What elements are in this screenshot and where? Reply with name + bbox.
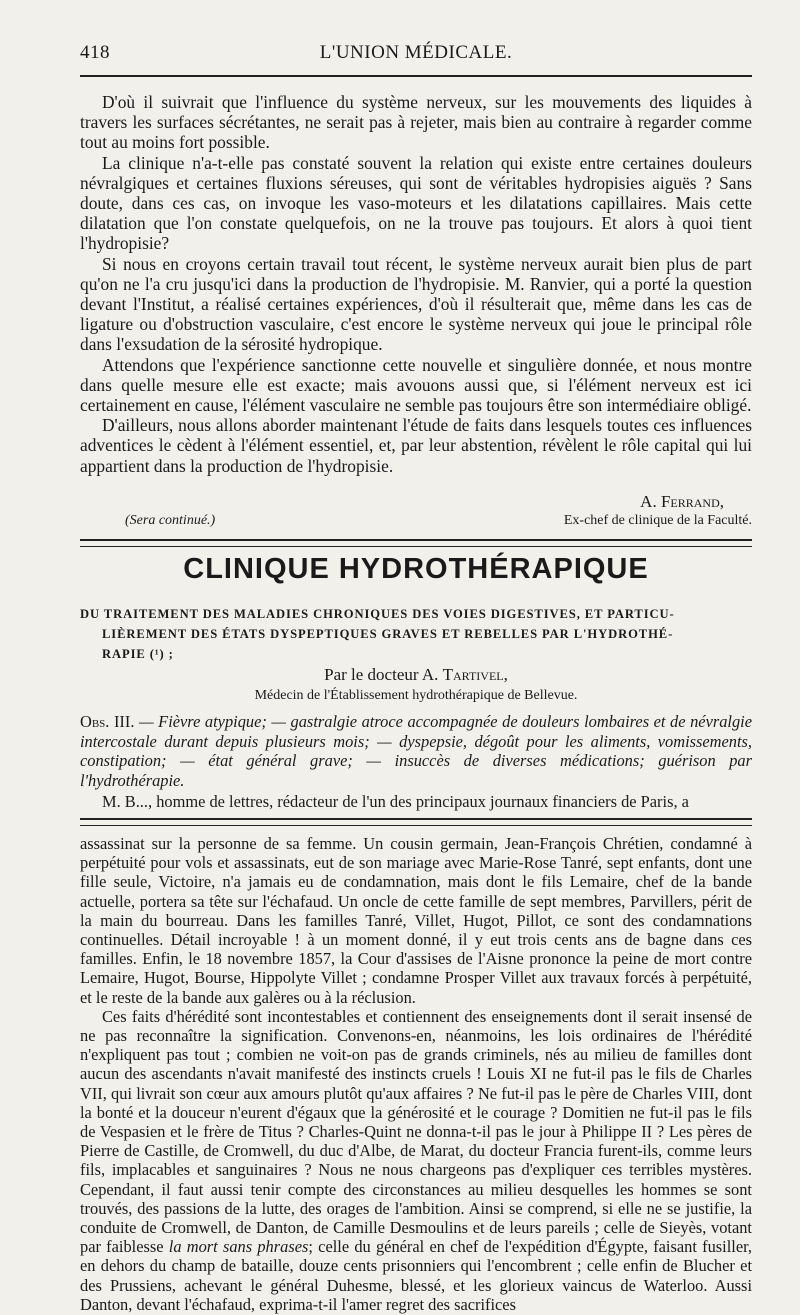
author-title: Ex-chef de clinique de la Faculté. bbox=[563, 513, 752, 528]
text-run: Ces faits d'hérédité sont incontestables et contiennent des enseignements dont il serait insensé de ne pas reconnaître la signification. Convenons-en, néanmoins, les lois ordinaires de l'hérédité n'expliquent pas tout ; combien ne voit-on pas de grands criminels, nés au milieu de familles dont aucun des ascendants n'avait manifesté des instincts cruels ! Louis XI ne fut-il pas le fils de Charles VII, qui livrait son cœur aux amours plutôt qu'aux affaires ? Ne fut-il pas le père de Charles VIII, dont la bonté et la douceur n'eurent d'égaux que la générosité et le courage ? Domitien ne fut-il pas le fils de Vespasien et le frère de Titus ? Charles-Quint ne donna-t-il pas le jour à Philippe II ? Les pères de Pierre de Castille, de Cromwell, du duc d'Albe, de Marat, du docteur Francia furent-ils, comme leurs fils, implacables et sanguinaires ? Nous ne nous chargeons pas d'expliquer ces terribles mystères. Cependant, il faut aussi tenir compte des circonstances au milieu desquelles les hommes se sont trouvés, des passions de la lutte, des orages de l'ambition. Ainsi se comprend, si elle ne se justifie, la conduite de Cromwell, de Danton, de Camille Desmoulins et de leurs pareils ; celle de Sieyès, votant par faiblesse bbox=[80, 1006, 752, 1257]
article-subject bbox=[80, 604, 752, 664]
paragraph: D'ailleurs, nous allons aborder maintenant l'étude de faits dans lesquels toutes ces influences adventices le cèdent à l'élément essentiel, et, par leur abstention, révèlent le rôle capital qui lui appartient dans la production de l'hydropisie. bbox=[80, 415, 752, 476]
author-signature bbox=[80, 492, 752, 512]
journal-title: L'UNION MÉDICALE. bbox=[319, 42, 513, 63]
observation-label: Obs. III. bbox=[80, 712, 135, 731]
paragraph: La clinique n'a-t-elle pas constaté souvent la relation qui existe entre certaines douleurs névralgiques et certaines fluxions séreuses, qui sont de véritables hydropisies aiguës ? Sans doute, dans ces cas, on invoque les vaso-moteurs et les dilatations capillaires. Mais cette dilatation que l'on constate quelquefois, on ne la trouve pas toujours. Et alors à quoi tient l'hydropisie? bbox=[80, 152, 752, 254]
page-header bbox=[80, 42, 752, 72]
feuilleton-body bbox=[80, 834, 752, 1314]
subject-line: LIÈREMENT DES ÉTATS DYSPEPTIQUES GRAVES ET REBELLES PAR L'HYDROTHÉ- bbox=[102, 627, 674, 641]
page-number: 418 bbox=[80, 42, 110, 63]
quote-italic: la mort sans phrases bbox=[168, 1237, 309, 1257]
subject-line: RAPIE (¹) ; bbox=[102, 647, 174, 661]
author-prefix: Par le docteur A. bbox=[324, 665, 443, 684]
paragraph bbox=[80, 1007, 752, 1314]
subject-line: DU TRAITEMENT DES MALADIES CHRONIQUES DES VOIES DIGESTIVES, ET PARTICU- bbox=[80, 607, 675, 621]
paragraph: assassinat sur la personne de sa femme. Un cousin germain, Jean-François Chrétien, condamné à perpétuité pour vols et assassinats, eut de son mariage avec Marie-Rose Tanré, sept enfants, dont une fille seule, Victoire, n'a jamais eu de condamnation, mais dont le fils Lemaire, chef de la bande actuelle, portera sa tête sur l'échafaud. Un oncle de cette famille de sept membres, Parvillers, périt de la main du bourreau. Dans les familles Tanré, Villet, Hugot, Pillot, ce sont des condamnations continuelles. Détail incroyable ! à un moment donné, il y eut trois cents ans de bagne dans ces familles. Enfin, le 18 novembre 1857, la Cour d'assises de l'Aisne prononce la peine de mort contre Lemaire, Hugot, Bourse, Hippolyte Villet ; condamne Prosper Villet aux travaux forcés à perpétuité, et le reste de la bande aux galères ou à la réclusion. bbox=[80, 834, 752, 1007]
author-role: Médecin de l'Établissement hydrothérapique de Bellevue. bbox=[254, 688, 578, 703]
signature-details bbox=[80, 513, 752, 533]
feuilleton-divider bbox=[80, 818, 752, 826]
section-title: CLINIQUE HYDROTHÉRAPIQUE bbox=[183, 553, 649, 585]
article-author bbox=[80, 665, 752, 685]
paragraph: D'où il suivrait que l'influence du système nerveux, sur les mouvements des liquides à travers les surfaces sécrétantes, ne serait pas à rejeter, mais bien au contraire à regarder comme tout au moins fort possible. bbox=[80, 92, 752, 153]
observation-summary bbox=[80, 712, 752, 790]
text-run: ; celle du général en chef de l'expédition d'Égypte, faisant fusiller, en dehors du champ de bataille, douze cents prisonniers qui l'encombrent ; celle enfin de Blucher et des Prussiens, achevant le général Duhesme, blessé, et les glorieux vaincus de Waterloo. Aussi Danton, devant l'échafaud, exprima-t-il l'amer regret des sacrifices bbox=[80, 1237, 753, 1314]
signature-initial: A. bbox=[640, 492, 661, 511]
paragraph: Attendons que l'expérience sanctionne cette nouvelle et singulière donnée, et nous montre dans quelle mesure elle est exacte; mais avouons aussi que, si l'élément nerveux est ici certainement en cause, l'élément vasculaire ne semble pas toujours être son intermédiaire obligé. bbox=[80, 354, 752, 416]
observation-text: — Fièvre atypique; — gastralgie atroce accompagnée de douleurs lombaires et de névralgie intercostale durant depuis plusieurs mois; — dyspepsie, dégoût pour les aliments, vomissements, constipation; — état général grave; — insuccès de diverses médications; guérison par l'hydrothérapie. bbox=[80, 712, 753, 790]
case-opening: M. B..., homme de lettres, rédacteur de l'un des principaux journaux financiers de Paris, a bbox=[102, 792, 689, 811]
signature-comma: , bbox=[719, 492, 724, 511]
to-be-continued: (Sera continué.) bbox=[125, 513, 216, 528]
header-rule bbox=[80, 75, 752, 77]
section-divider bbox=[80, 539, 752, 547]
author-suffix: , bbox=[503, 665, 508, 684]
signature-name: Ferrand bbox=[660, 492, 720, 511]
paragraph: Si nous en croyons certain travail tout récent, le système nerveux aurait bien plus de part qu'on ne l'a cru jusqu'ici dans la production de l'hydropisie. M. Ranvier, qui a porté la question devant l'Institut, a réalisé certaines expériences, d'où il résulterait que, même dans les cas de ligature ou d'obstruction vasculaire, c'est encore le système nerveux qui joue le principal rôle dans l'exsudation de la sérosité hydropique. bbox=[80, 253, 752, 355]
article-ferrand-body bbox=[80, 92, 752, 476]
author-name: Tartivel bbox=[442, 665, 504, 684]
